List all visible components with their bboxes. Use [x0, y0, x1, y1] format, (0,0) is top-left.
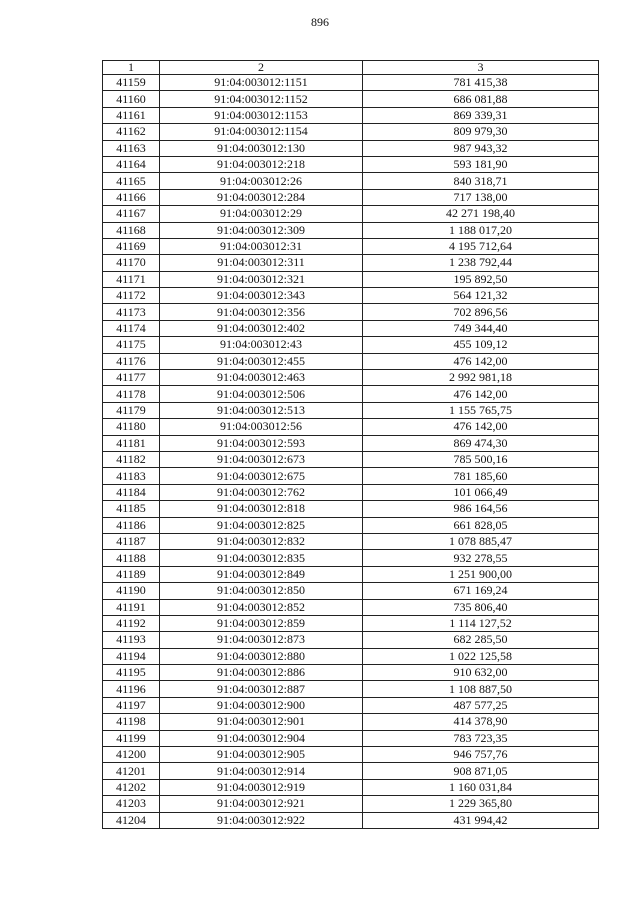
- cell-index: 41193: [103, 632, 160, 648]
- table-row: [103, 140, 599, 156]
- cell-value: 686 081,88: [363, 91, 599, 107]
- cell-index: 41187: [103, 533, 160, 549]
- cell-cadastral-number: 91:04:003012:130: [160, 140, 363, 156]
- cell-index: 41172: [103, 288, 160, 304]
- cell-index: 41167: [103, 206, 160, 222]
- cell-cadastral-number: 91:04:003012:825: [160, 517, 363, 533]
- table-row: [103, 435, 599, 451]
- cell-index: 41166: [103, 189, 160, 205]
- cell-index: 41198: [103, 714, 160, 730]
- cell-index: 41174: [103, 320, 160, 336]
- table-row: [103, 419, 599, 435]
- cell-value: 869 474,30: [363, 435, 599, 451]
- cell-value: 702 896,56: [363, 304, 599, 320]
- cell-value: 1 155 765,75: [363, 402, 599, 418]
- table-row: [103, 681, 599, 697]
- cell-cadastral-number: 91:04:003012:343: [160, 288, 363, 304]
- table-row: [103, 501, 599, 517]
- cell-index: 41160: [103, 91, 160, 107]
- table-row: [103, 288, 599, 304]
- cell-value: 1 160 031,84: [363, 779, 599, 795]
- cell-index: 41178: [103, 386, 160, 402]
- cell-index: 41163: [103, 140, 160, 156]
- cell-index: 41186: [103, 517, 160, 533]
- table-row: [103, 386, 599, 402]
- table-row: [103, 779, 599, 795]
- cell-index: 41181: [103, 435, 160, 451]
- table-row: [103, 107, 599, 123]
- cell-value: 932 278,55: [363, 550, 599, 566]
- cell-value: 455 109,12: [363, 337, 599, 353]
- cell-cadastral-number: 91:04:003012:43: [160, 337, 363, 353]
- table-row: [103, 566, 599, 582]
- cell-value: 1 188 017,20: [363, 222, 599, 238]
- column-header-index: 1: [103, 61, 160, 75]
- cell-value: 4 195 712,64: [363, 238, 599, 254]
- cell-index: 41179: [103, 402, 160, 418]
- cell-value: 783 723,35: [363, 730, 599, 746]
- cell-cadastral-number: 91:04:003012:835: [160, 550, 363, 566]
- cell-cadastral-number: 91:04:003012:29: [160, 206, 363, 222]
- cell-index: 41173: [103, 304, 160, 320]
- table-row: [103, 451, 599, 467]
- table-row: [103, 370, 599, 386]
- cell-index: 41177: [103, 370, 160, 386]
- cell-index: 41169: [103, 238, 160, 254]
- cell-index: 41204: [103, 812, 160, 828]
- cell-cadastral-number: 91:04:003012:284: [160, 189, 363, 205]
- cell-cadastral-number: 91:04:003012:675: [160, 468, 363, 484]
- cell-index: 41168: [103, 222, 160, 238]
- cell-cadastral-number: 91:04:003012:880: [160, 648, 363, 664]
- cell-value: 781 415,38: [363, 75, 599, 91]
- table-row: [103, 796, 599, 812]
- cell-cadastral-number: 91:04:003012:673: [160, 451, 363, 467]
- table-row: [103, 763, 599, 779]
- cell-cadastral-number: 91:04:003012:850: [160, 583, 363, 599]
- table-row: [103, 697, 599, 713]
- table-row: [103, 533, 599, 549]
- column-header-cadastral-number: 2: [160, 61, 363, 75]
- cell-cadastral-number: 91:04:003012:919: [160, 779, 363, 795]
- cell-cadastral-number: 91:04:003012:873: [160, 632, 363, 648]
- cell-value: 908 871,05: [363, 763, 599, 779]
- cell-cadastral-number: 91:04:003012:1151: [160, 75, 363, 91]
- cell-index: 41185: [103, 501, 160, 517]
- cell-cadastral-number: 91:04:003012:921: [160, 796, 363, 812]
- cell-index: 41199: [103, 730, 160, 746]
- cell-value: 661 828,05: [363, 517, 599, 533]
- cell-cadastral-number: 91:04:003012:26: [160, 173, 363, 189]
- table-row: [103, 714, 599, 730]
- table-row: [103, 665, 599, 681]
- cell-value: 414 378,90: [363, 714, 599, 730]
- table-row: [103, 173, 599, 189]
- table-row: [103, 599, 599, 615]
- cell-value: 717 138,00: [363, 189, 599, 205]
- table-body: [103, 75, 599, 829]
- table-row: [103, 320, 599, 336]
- cell-index: 41165: [103, 173, 160, 189]
- cell-cadastral-number: 91:04:003012:762: [160, 484, 363, 500]
- cell-cadastral-number: 91:04:003012:852: [160, 599, 363, 615]
- cell-cadastral-number: 91:04:003012:1153: [160, 107, 363, 123]
- cell-value: 910 632,00: [363, 665, 599, 681]
- page-number: 896: [311, 15, 329, 29]
- table-row: [103, 337, 599, 353]
- cell-value: 593 181,90: [363, 156, 599, 172]
- table-row: [103, 271, 599, 287]
- table-row: [103, 812, 599, 828]
- table-row: [103, 189, 599, 205]
- cell-index: 41202: [103, 779, 160, 795]
- cell-index: 41195: [103, 665, 160, 681]
- cell-value: 487 577,25: [363, 697, 599, 713]
- table-row: [103, 238, 599, 254]
- table-row: [103, 615, 599, 631]
- column-header-value: 3: [363, 61, 599, 75]
- cell-index: 41176: [103, 353, 160, 369]
- cell-value: 749 344,40: [363, 320, 599, 336]
- cell-index: 41194: [103, 648, 160, 664]
- cell-cadastral-number: 91:04:003012:506: [160, 386, 363, 402]
- cell-index: 41196: [103, 681, 160, 697]
- cell-cadastral-number: 91:04:003012:887: [160, 681, 363, 697]
- cadastral-value-table: [102, 60, 599, 829]
- cell-value: 682 285,50: [363, 632, 599, 648]
- cell-index: 41184: [103, 484, 160, 500]
- table-row: [103, 747, 599, 763]
- table-row: [103, 91, 599, 107]
- cell-value: 869 339,31: [363, 107, 599, 123]
- cell-cadastral-number: 91:04:003012:31: [160, 238, 363, 254]
- table-row: [103, 304, 599, 320]
- cell-value: 840 318,71: [363, 173, 599, 189]
- cell-cadastral-number: 91:04:003012:900: [160, 697, 363, 713]
- cell-value: 1 229 365,80: [363, 796, 599, 812]
- cell-index: 41201: [103, 763, 160, 779]
- cell-index: 41170: [103, 255, 160, 271]
- cell-cadastral-number: 91:04:003012:914: [160, 763, 363, 779]
- cell-value: 1 114 127,52: [363, 615, 599, 631]
- table-row: [103, 222, 599, 238]
- cell-index: 41171: [103, 271, 160, 287]
- cell-value: 1 078 885,47: [363, 533, 599, 549]
- cell-cadastral-number: 91:04:003012:56: [160, 419, 363, 435]
- cell-value: 564 121,32: [363, 288, 599, 304]
- cell-value: 809 979,30: [363, 124, 599, 140]
- cell-cadastral-number: 91:04:003012:832: [160, 533, 363, 549]
- table-row: [103, 730, 599, 746]
- cell-index: 41175: [103, 337, 160, 353]
- cell-value: 785 500,16: [363, 451, 599, 467]
- cell-cadastral-number: 91:04:003012:218: [160, 156, 363, 172]
- cell-value: 476 142,00: [363, 386, 599, 402]
- cell-cadastral-number: 91:04:003012:818: [160, 501, 363, 517]
- cell-value: 1 022 125,58: [363, 648, 599, 664]
- cell-value: 101 066,49: [363, 484, 599, 500]
- cell-index: 41182: [103, 451, 160, 467]
- table-row: [103, 632, 599, 648]
- table-row: [103, 75, 599, 91]
- cell-cadastral-number: 91:04:003012:886: [160, 665, 363, 681]
- cell-value: 735 806,40: [363, 599, 599, 615]
- cell-index: 41191: [103, 599, 160, 615]
- table-row: [103, 124, 599, 140]
- cell-cadastral-number: 91:04:003012:309: [160, 222, 363, 238]
- cell-cadastral-number: 91:04:003012:321: [160, 271, 363, 287]
- cell-value: 476 142,00: [363, 419, 599, 435]
- table-row: [103, 255, 599, 271]
- table-row: [103, 468, 599, 484]
- cell-cadastral-number: 91:04:003012:1154: [160, 124, 363, 140]
- cell-cadastral-number: 91:04:003012:463: [160, 370, 363, 386]
- table-row: [103, 648, 599, 664]
- cell-cadastral-number: 91:04:003012:311: [160, 255, 363, 271]
- cell-index: 41159: [103, 75, 160, 91]
- cell-value: 1 108 887,50: [363, 681, 599, 697]
- cell-value: 2 992 981,18: [363, 370, 599, 386]
- cell-cadastral-number: 91:04:003012:593: [160, 435, 363, 451]
- cell-value: 195 892,50: [363, 271, 599, 287]
- cell-index: 41183: [103, 468, 160, 484]
- cell-index: 41188: [103, 550, 160, 566]
- table-row: [103, 156, 599, 172]
- table-header-row: [103, 61, 599, 75]
- cell-value: 986 164,56: [363, 501, 599, 517]
- cell-value: 671 169,24: [363, 583, 599, 599]
- cell-index: 41189: [103, 566, 160, 582]
- cell-value: 987 943,32: [363, 140, 599, 156]
- cell-index: 41180: [103, 419, 160, 435]
- cell-index: 41197: [103, 697, 160, 713]
- cell-cadastral-number: 91:04:003012:402: [160, 320, 363, 336]
- cell-cadastral-number: 91:04:003012:922: [160, 812, 363, 828]
- cell-cadastral-number: 91:04:003012:901: [160, 714, 363, 730]
- cell-value: 781 185,60: [363, 468, 599, 484]
- cell-cadastral-number: 91:04:003012:1152: [160, 91, 363, 107]
- cell-value: 1 251 900,00: [363, 566, 599, 582]
- cell-index: 41190: [103, 583, 160, 599]
- cell-value: 946 757,76: [363, 747, 599, 763]
- cell-cadastral-number: 91:04:003012:513: [160, 402, 363, 418]
- cell-cadastral-number: 91:04:003012:356: [160, 304, 363, 320]
- table-row: [103, 517, 599, 533]
- cell-value: 476 142,00: [363, 353, 599, 369]
- table-row: [103, 353, 599, 369]
- table-row: [103, 583, 599, 599]
- cell-value: 42 271 198,40: [363, 206, 599, 222]
- cell-index: 41164: [103, 156, 160, 172]
- cell-cadastral-number: 91:04:003012:905: [160, 747, 363, 763]
- cell-cadastral-number: 91:04:003012:859: [160, 615, 363, 631]
- cell-index: 41161: [103, 107, 160, 123]
- cell-cadastral-number: 91:04:003012:455: [160, 353, 363, 369]
- table-row: [103, 402, 599, 418]
- table-row: [103, 206, 599, 222]
- cell-value: 431 994,42: [363, 812, 599, 828]
- cell-index: 41200: [103, 747, 160, 763]
- table-row: [103, 484, 599, 500]
- cell-value: 1 238 792,44: [363, 255, 599, 271]
- cell-index: 41192: [103, 615, 160, 631]
- table-row: [103, 550, 599, 566]
- cell-cadastral-number: 91:04:003012:904: [160, 730, 363, 746]
- cell-index: 41203: [103, 796, 160, 812]
- cell-index: 41162: [103, 124, 160, 140]
- cell-cadastral-number: 91:04:003012:849: [160, 566, 363, 582]
